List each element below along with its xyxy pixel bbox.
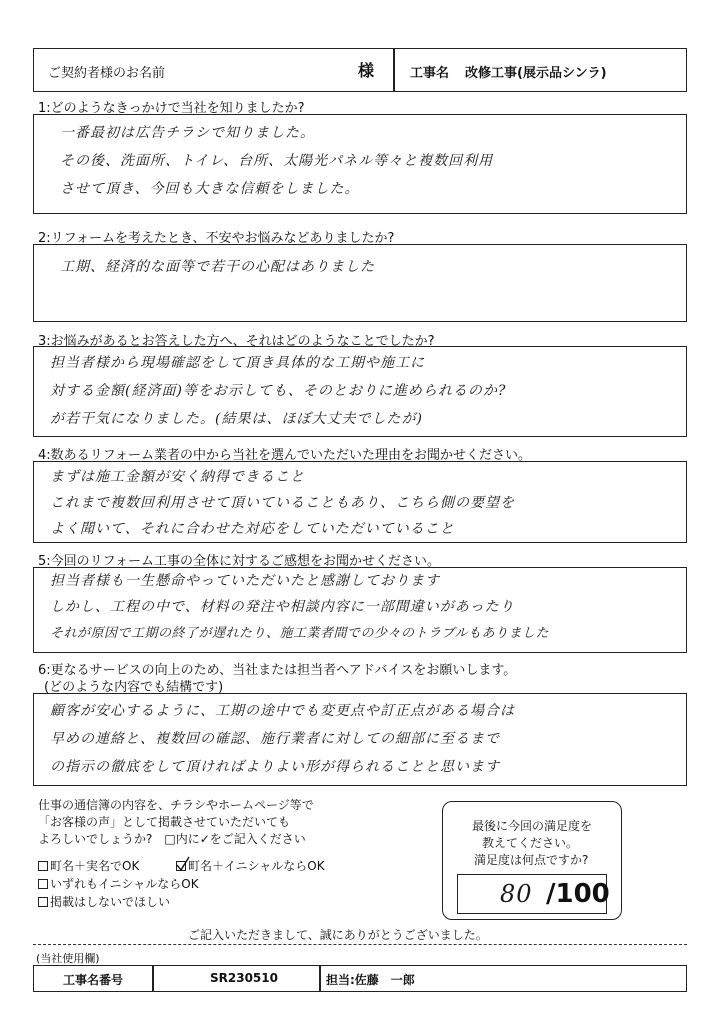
consent-option-2[interactable] (176, 857, 325, 874)
customer-name-label: ご契約者様のお名前 (48, 66, 166, 81)
consent-option-4-label: 掲載はしないでほしい (50, 895, 171, 909)
project-label: 工事名 (410, 66, 450, 81)
check-mark-icon (176, 856, 190, 872)
consent-option-3-label: いずれもイニシャルならOK (50, 877, 199, 891)
checkbox-2-checked[interactable] (176, 861, 186, 871)
consent-option-2-label: 町名＋イニシャルならOK (188, 859, 325, 873)
answer-3-line-2: 対する金額(経済面)等をお示しても、そのとおりに進められるのか? (50, 383, 507, 399)
score-value: 80 (500, 880, 533, 908)
satisfaction-prompt-3: 満足度は何点ですか? (474, 853, 589, 867)
answer-6-line-2: 早めの連絡と、複数回の確認、施行業者に対しての細部に至るまで (50, 731, 500, 747)
consent-intro-2: 「お客様の声」として掲載させていただいても (38, 815, 291, 829)
office-number-value: SR230510 (210, 971, 278, 985)
consent-intro-3: よろしいでしょうか? □内に✓をご記入ください (38, 832, 306, 846)
answer-1-line-2: その後、洗面所、トイレ、台所、太陽光パネル等々と複数回利用 (60, 153, 494, 169)
consent-intro-1: 仕事の通信簿の内容を、チラシやホームページ等で (38, 798, 314, 812)
office-divider-1 (152, 965, 154, 992)
question-3: 3:お悩みがあるとお答えした方へ、それはどのようなことでしたか? (38, 334, 435, 349)
consent-option-1[interactable] (38, 857, 139, 874)
checkbox-3[interactable] (38, 879, 48, 889)
office-title: (当社使用欄) (36, 952, 100, 965)
answer-4-line-1: まずは施工金額が安く納得できること (50, 469, 305, 485)
satisfaction-prompt-2: 教えてください。 (482, 836, 579, 850)
thanks-message: ご記入いただきまして、誠にありがとうございました。 (188, 928, 488, 942)
question-2: 2:リフォームを考えたとき、不安やお悩みなどありましたか? (38, 231, 395, 246)
checkbox-4[interactable] (38, 897, 48, 907)
consent-option-3[interactable] (38, 875, 199, 892)
answer-2-line-1: 工期、経済的な面等で若干の心配はありました (60, 259, 375, 275)
answer-3-line-3: が若干気になりました。(結果は、ほぼ大丈夫でしたが) (50, 411, 423, 427)
consent-option-1-label: 町名＋実名でOK (50, 859, 140, 873)
answer-5-line-3: それが原因で工期の終了が遅れたり、施工業者間での少々のトラブルもありました (50, 626, 549, 641)
office-divider-2 (319, 965, 321, 992)
answer-6-line-1: 顧客が安心するように、工期の途中でも変更点や訂正点がある場合は (50, 703, 515, 719)
honorific: 様 (358, 61, 375, 80)
question-6: 6:更なるサービスの向上のため、当社または担当者へアドバイスをお願いします。 (38, 663, 517, 678)
answer-1-line-1: 一番最初は広告チラシで知りました。 (60, 125, 315, 141)
answer-5-line-1: 担当者様も一生懸命やっていただいたと感謝しております (50, 573, 440, 589)
answer-3-line-1: 担当者様から現場確認をして頂き具体的な工期や施工に (50, 355, 425, 371)
answer-4-line-2: これまで複数回利用させて頂いていることもあり、こちら側の要望を (50, 495, 515, 511)
question-4: 4:数あるリフォーム業者の中から当社を選んでいただいた理由をお聞かせください。 (38, 448, 532, 463)
answer-6-line-3: の指示の徹底をして頂ければよりよい形が得られることと思います (50, 759, 500, 775)
header-divider (393, 48, 395, 92)
consent-option-4[interactable] (38, 893, 170, 910)
office-separator (33, 944, 687, 945)
score-max: /100 (546, 879, 610, 909)
question-5: 5:今回のリフォーム工事の全体に対するご感想をお聞かせください。 (38, 554, 441, 569)
answer-4-line-3: よく聞いて、それに合わせた対応をしていただいていること (50, 521, 455, 537)
question-1: 1:どのようなきっかけで当社を知りましたか? (38, 101, 305, 116)
satisfaction-prompt-1: 最後に今回の満足度を (472, 819, 593, 833)
project-name: 改修工事(展示品シンラ) (465, 66, 607, 81)
office-staff: 担当:佐藤 一郎 (326, 973, 415, 987)
answer-1-line-3: させて頂き、今回も大きな信頼をしました。 (60, 181, 360, 197)
checkbox-1[interactable] (38, 861, 48, 871)
answer-5-line-2: しかし、工程の中で、材料の発注や相談内容に一部間違いがあったり (50, 599, 515, 615)
question-6-sub: (どのような内容でも結構です) (44, 680, 224, 695)
office-number-label: 工事名番号 (63, 973, 124, 987)
